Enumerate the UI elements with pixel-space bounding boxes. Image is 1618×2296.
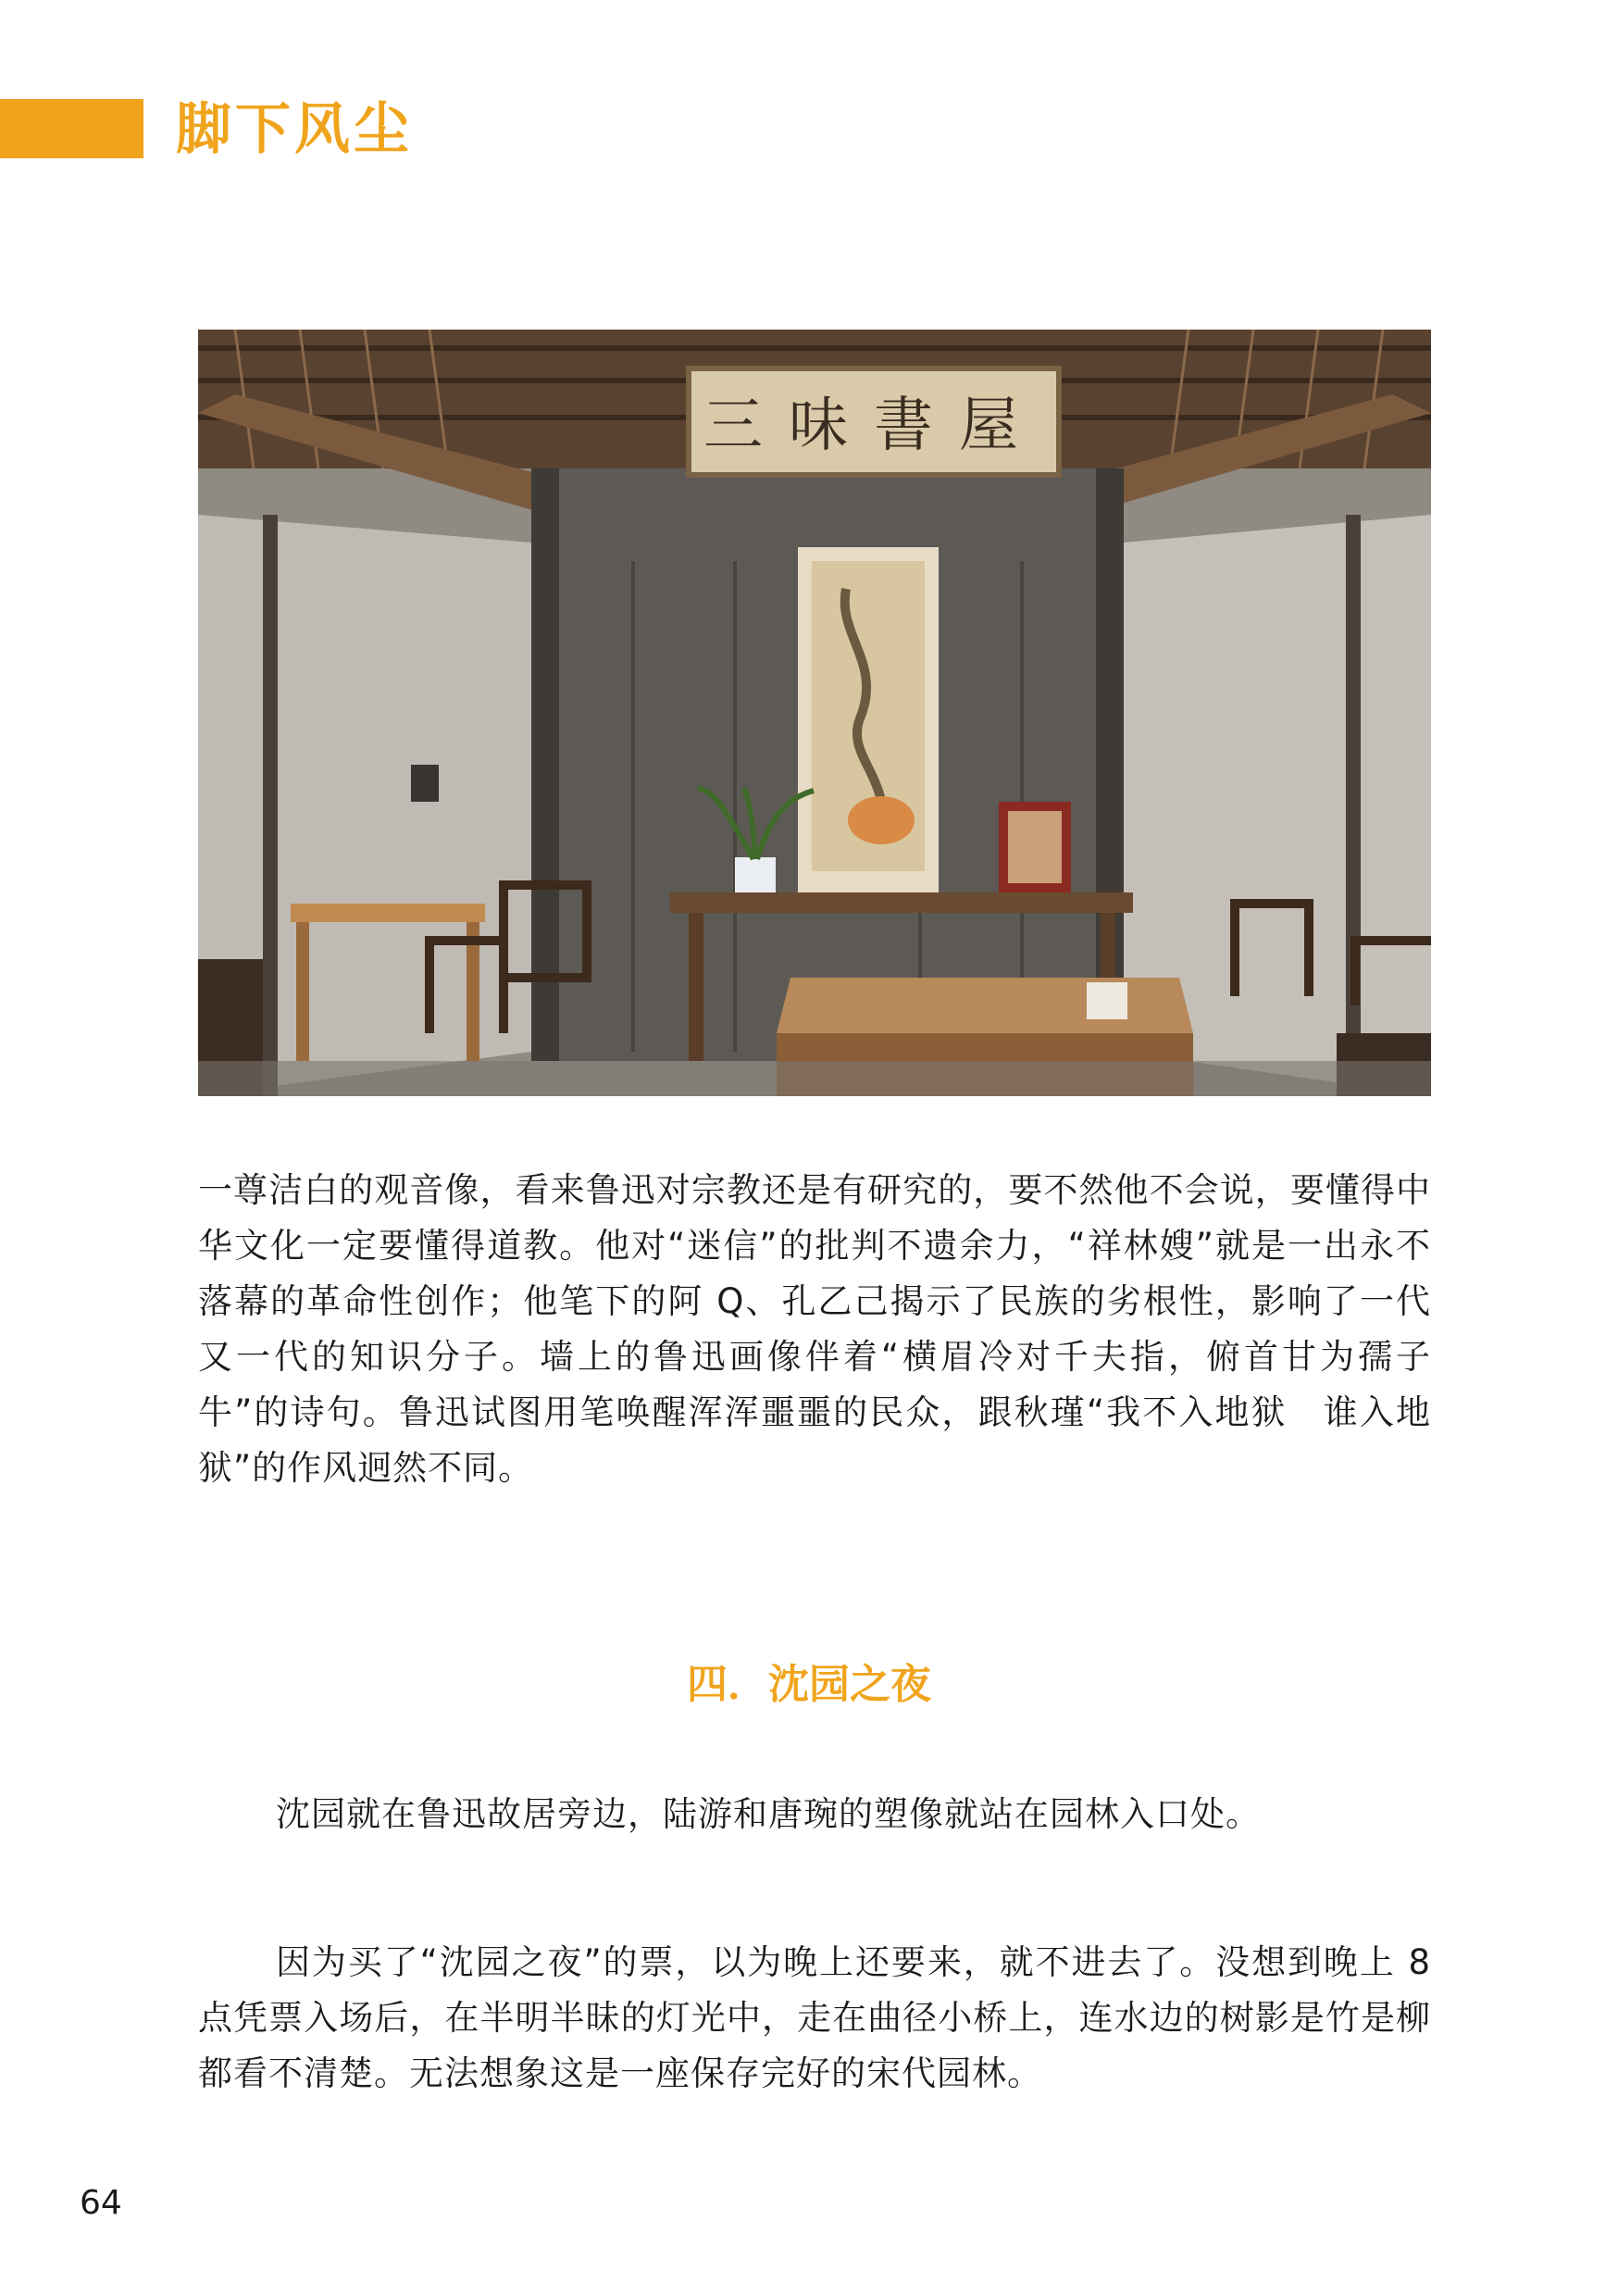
page-number: 64 xyxy=(80,2184,122,2222)
body-paragraph-3: 因为买了“沈园之夜”的票，以为晚上还要来，就不进去了。没想到晚上 8 点凭票入场后，在半明半昧的灯光中，走在曲径小桥上，连水边的树影是竹是柳都看不清楚。无法想象这是一座保存完好的宋代园林。 xyxy=(198,1942,1431,2093)
photo-sanwei-study-interior xyxy=(198,330,1431,1096)
header-accent-bar xyxy=(0,99,143,158)
plaque-calligraphy: 三味書屋 xyxy=(703,392,1044,460)
section-heading: 四．沈园之夜 xyxy=(687,1661,931,1708)
body-paragraph-1: 一尊洁白的观音像，看来鲁迅对宗教还是有研究的，要不然他不会说，要懂得中华文化一定要懂得道教。他对“迷信”的批判不遗余力，“祥林嫂”就是一出永不落幕的革命性创作；他笔下的阿 Q、孔乙己揭示了民族的劣根性，影响了一代又一代的知识分子。墙上的鲁迅画像伴着“横眉冷对千夫指，俯首甘为孺子牛”的诗句。鲁迅试图用笔唤醒浑浑噩噩的民众，跟秋瑾“我不入地狱 谁入地狱”的作风迥然不同。 xyxy=(198,1170,1431,1488)
body-paragraph-2: 沈园就在鲁迅故居旁边，陆游和唐琬的塑像就站在园林入口处。 xyxy=(276,1794,1261,1834)
running-header-title: 脚下风尘 xyxy=(176,97,413,162)
